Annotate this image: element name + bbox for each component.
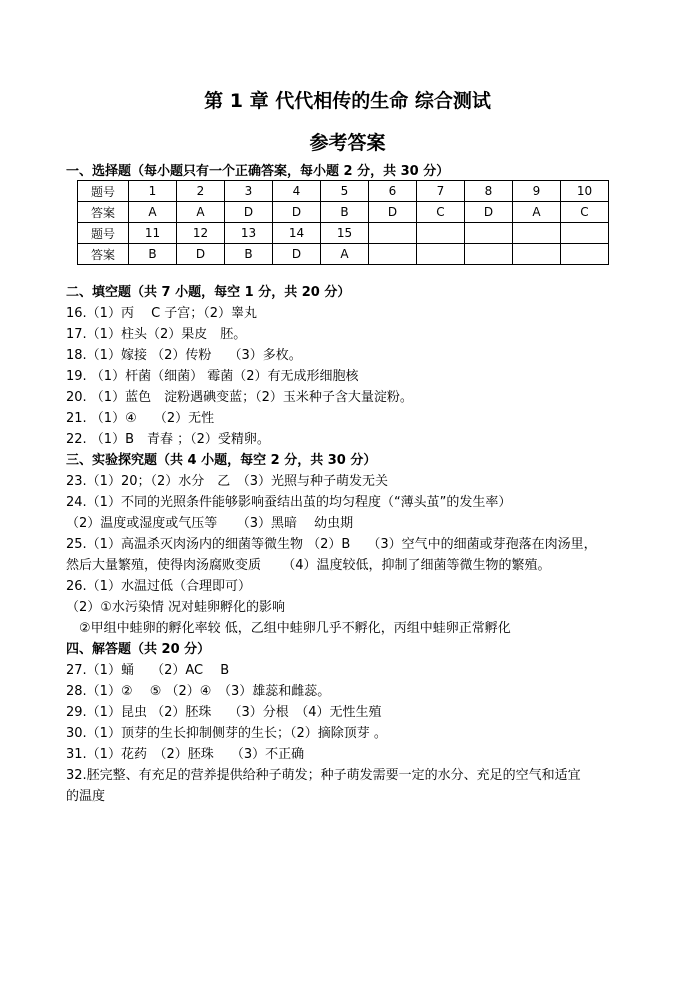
- table-cell: D: [465, 202, 513, 223]
- answer-line: （2）温度或湿度或气压等 （3）黑暗 幼虫期: [66, 516, 354, 531]
- table-cell: [369, 223, 417, 244]
- answer-line: 的温度: [66, 789, 106, 804]
- table-cell: 7: [417, 181, 465, 202]
- table-cell: 13: [225, 223, 273, 244]
- answer-line: 28.（1）② ⑤ （2）④ （3）雄蕊和雌蕊。: [66, 684, 331, 699]
- table-cell: C: [561, 202, 609, 223]
- answer-line: 23.（1）20；（2）水分 乙 （3）光照与种子萌发无关: [66, 474, 389, 489]
- table-cell: A: [177, 202, 225, 223]
- table-cell: 1: [129, 181, 177, 202]
- table-cell: 2: [177, 181, 225, 202]
- table-cell: D: [177, 244, 225, 265]
- table-row: [78, 202, 609, 223]
- table-cell: 题号: [78, 181, 129, 202]
- answer-line: 25.（1）高温杀灭肉汤内的细菌等微生物 （2）B （3）空气中的细菌或芽孢落在肉汤里，: [66, 537, 597, 552]
- answer-line: 18.（1）嫁接 （2）传粉 （3）多枚。: [66, 348, 302, 363]
- table-cell: 3: [225, 181, 273, 202]
- answer-line: 27.（1）蛹 （2）AC B: [66, 663, 230, 678]
- table-cell: 6: [369, 181, 417, 202]
- table-cell: [417, 223, 465, 244]
- answer-line: 22. （1）B 青春 ；（2）受精卵。: [66, 432, 270, 447]
- table-cell: [561, 223, 609, 244]
- section2-heading: 二、填空题（共 7 小题，每空 1 分，共 20 分）: [66, 285, 351, 300]
- table-cell: 题号: [78, 223, 129, 244]
- answer-line: 20. （1）蓝色 淀粉遇碘变蓝；（2）玉米种子含大量淀粉。: [66, 390, 413, 405]
- table-cell: [369, 244, 417, 265]
- answer-line: 30.（1）顶芽的生长抑制侧芽的生长；（2）摘除顶芽 。: [66, 726, 387, 741]
- table-cell: A: [129, 202, 177, 223]
- table-cell: 14: [273, 223, 321, 244]
- table-cell: A: [513, 202, 561, 223]
- table-cell: 答案: [78, 244, 129, 265]
- answer-line: ②甲组中蛙卵的孵化率较 低，乙组中蛙卵几乎不孵化，丙组中蛙卵正常孵化: [66, 621, 511, 636]
- answer-line: 17.（1）柱头（2）果皮 胚。: [66, 327, 247, 342]
- answer-line: 29.（1）昆虫 （2）胚珠 （3）分根 （4）无性生殖: [66, 705, 382, 720]
- section1-heading: 一、选择题（每小题只有一个正确答案，每小题 2 分，共 30 分）: [66, 164, 450, 179]
- section4-heading: 四、解答题（共 20 分）: [66, 642, 211, 657]
- answer-line: 16.（1）丙 C 子宫；（2）睾丸: [66, 306, 258, 321]
- table-cell: 9: [513, 181, 561, 202]
- answer-line: （2）①水污染情 况对蛙卵孵化的影响: [66, 600, 286, 615]
- answer-table: [77, 180, 609, 265]
- answer-line: 然后大量繁殖，使得肉汤腐败变质 （4）温度较低，抑制了细菌等微生物的繁殖。: [66, 558, 551, 573]
- answer-line: 21. （1）④ （2）无性: [66, 411, 215, 426]
- document-subtitle: 参考答案: [309, 132, 386, 154]
- table-cell: 8: [465, 181, 513, 202]
- answer-line: 31.（1）花药 （2）胚珠 （3）不正确: [66, 747, 305, 762]
- table-cell: D: [225, 202, 273, 223]
- table-row: [78, 181, 609, 202]
- table-cell: [513, 244, 561, 265]
- table-cell: B: [129, 244, 177, 265]
- table-cell: 5: [321, 181, 369, 202]
- table-cell: 11: [129, 223, 177, 244]
- table-cell: 15: [321, 223, 369, 244]
- table-cell: 答案: [78, 202, 129, 223]
- table-row: [78, 244, 609, 265]
- table-cell: B: [321, 202, 369, 223]
- answer-line: 24.（1）不同的光照条件能够影响蚕结出茧的均匀程度（“薄头茧”的发生率）: [66, 495, 512, 510]
- table-cell: D: [369, 202, 417, 223]
- document-title: 第 1 章 代代相传的生命 综合测试: [204, 90, 491, 112]
- table-cell: C: [417, 202, 465, 223]
- table-cell: D: [273, 202, 321, 223]
- table-cell: 10: [561, 181, 609, 202]
- table-cell: [417, 244, 465, 265]
- answer-line: 26.（1）水温过低（合理即可）: [66, 579, 251, 594]
- table-row: [78, 223, 609, 244]
- answer-line: 19. （1）杆菌（细菌） 霉菌（2）有无成形细胞核: [66, 369, 359, 384]
- table-cell: D: [273, 244, 321, 265]
- table-cell: [513, 223, 561, 244]
- table-cell: A: [321, 244, 369, 265]
- table-cell: [561, 244, 609, 265]
- table-cell: [465, 223, 513, 244]
- answer-line: 32.胚完整、有充足的营养提供给种子萌发；种子萌发需要一定的水分、充足的空气和适宜: [66, 768, 581, 783]
- table-cell: 12: [177, 223, 225, 244]
- table-cell: [465, 244, 513, 265]
- section3-heading: 三、实验探究题（共 4 小题，每空 2 分，共 30 分）: [66, 453, 377, 468]
- table-cell: B: [225, 244, 273, 265]
- table-cell: 4: [273, 181, 321, 202]
